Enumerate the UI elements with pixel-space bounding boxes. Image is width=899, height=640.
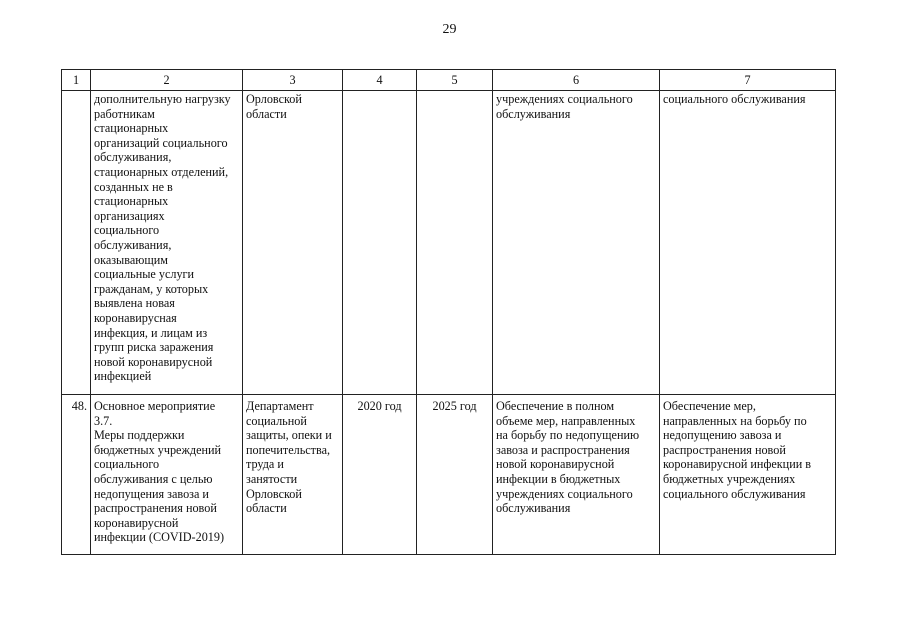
- measure-cell: Основное мероприятие 3.7. Меры поддержки бюджетных учреждений социального обслуживания с целью недопущения завоза и распространения новой коронавирусной инфекции (COVID-2019): [91, 395, 243, 555]
- end-year-cell: [417, 91, 493, 395]
- link-cell: социального обслуживания: [660, 91, 836, 395]
- header-cell: 3: [243, 70, 343, 91]
- table-header-row: [62, 70, 836, 91]
- header-cell: 4: [343, 70, 417, 91]
- start-year-cell: 2020 год: [343, 395, 417, 555]
- measures-table: [61, 69, 836, 555]
- end-year-cell: 2025 год: [417, 395, 493, 555]
- page-number: 29: [442, 22, 457, 37]
- result-cell: Обеспечение в полном объеме мер, направленных на борьбу по недопущению завоза и распространения новой коронавирусной инфекции в бюджетных учреждениях социального обслуживания: [493, 395, 660, 555]
- executor-cell: Департамент социальной защиты, опеки и попечительства, труда и занятости Орловской области: [243, 395, 343, 555]
- header-cell: 1: [62, 70, 91, 91]
- header-cell: 6: [493, 70, 660, 91]
- table-row: [62, 395, 836, 555]
- executor-cell: Орловской области: [243, 91, 343, 395]
- header-cell: 7: [660, 70, 836, 91]
- result-cell: учреждениях социального обслуживания: [493, 91, 660, 395]
- header-cell: 2: [91, 70, 243, 91]
- row-number-cell: 48.: [62, 395, 91, 555]
- header-cell: 5: [417, 70, 493, 91]
- measure-cell: дополнительную нагрузку работникам стационарных организаций социального обслуживания, стационарных отделений, созданных не в стационарных организациях социального обслуживания, оказывающим социальные услуги гражданам, у которых выявлена новая коронавирусная инфекция, и лицам из групп риска заражения новой коронавирусной инфекцией: [91, 91, 243, 395]
- row-number-cell: [62, 91, 91, 395]
- link-cell: Обеспечение мер, направленных на борьбу по недопущению завоза и распространения новой коронавирусной инфекции в бюджетных учреждениях социального обслуживания: [660, 395, 836, 555]
- table-row: [62, 91, 836, 395]
- start-year-cell: [343, 91, 417, 395]
